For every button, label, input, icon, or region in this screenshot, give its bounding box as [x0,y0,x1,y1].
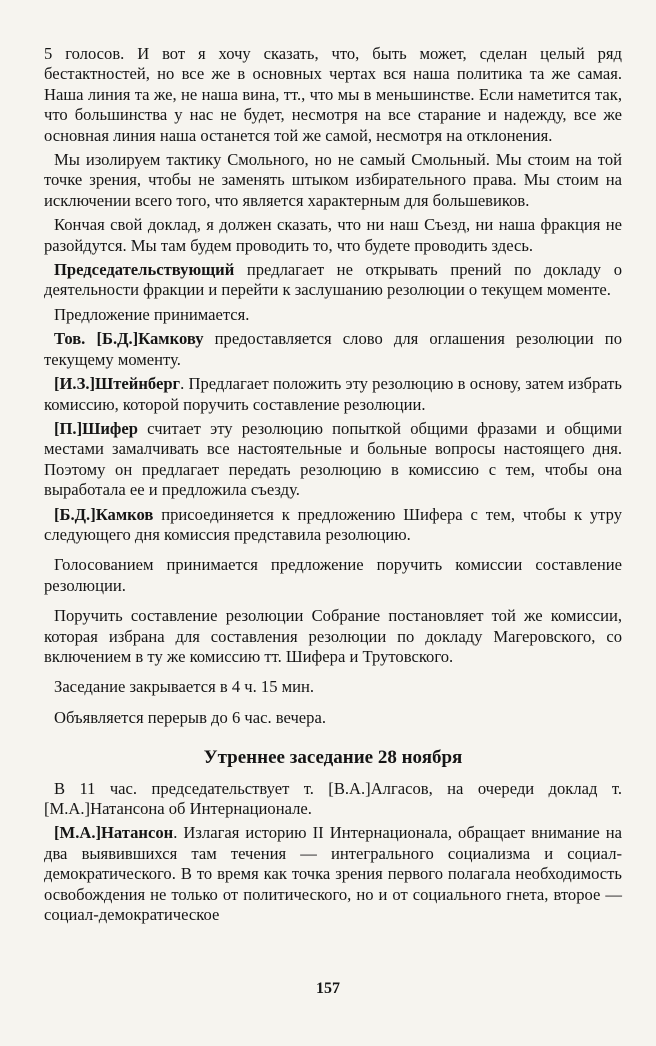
paragraph-text: Заседание закрывается в 4 ч. 15 мин. [54,677,315,697]
paragraph-text: . Излагая историю II Интернационала, обращает внимание на два выявившихся там течения — интегрального социализма и социал-демократического. В то время как точка зрения первого полагала необходимость освобождения не только от политического, но и от социального гнета, второе — социал-демократическое [44,823,622,925]
paragraph-text: 5 голосов. И вот я хочу сказать, что, быть может, сделан целый ряд бестактностей, но все же в основных чертах вся наша политика та же самая. Наша линия та же, не наша вина, тт., что мы в меньшинстве. Если наметится так, что большинства у нас не будет, несмотря на все старание и надежду, все же основная линия наша останется той же самой, несмотря на отклонения. [44,44,622,145]
paragraph-text: Кончая свой доклад, я должен сказать, что ни наш Съезд, ни наша фракция не разойдутся. Мы там будем проводить то, что будете проводить здесь. [44,215,622,255]
paragraph-text: Мы изолируем тактику Смольного, но не самый Смольный. Мы стоим на той точке зрения, чтобы не заменять штыком избирательного права. Мы стоим на исключении всего того, что является характерным для большевиков. [44,150,622,210]
paragraph [44,329,622,370]
paragraph [44,555,622,596]
speaker-name: [Б.Д.]Камков [54,504,154,524]
speaker-name: [М.А.]Натансон [54,823,174,843]
paragraph-text: Объявляется перерыв до 6 час. вечера. [54,707,326,727]
section-heading: Утреннее заседание 28 ноября [203,747,463,769]
paragraph-text: присоединяется к предложению Шифера с тем, чтобы к утру следующего дня комиссия представила резолюцию. [44,504,622,544]
paragraph [44,823,622,925]
paragraph [44,260,622,301]
body-text [44,44,622,925]
paragraph-text: . Предлагает положить эту резолюцию в основу, затем избрать комиссию, которой поручить составление резолюции. [44,374,622,414]
paragraph-text: Предложение принимается. [54,304,250,324]
paragraph [44,44,622,146]
paragraph [44,215,622,256]
paragraph [44,305,622,325]
paragraph [44,708,622,728]
paragraph [44,150,622,211]
speaker-name: [П.]Шифер [54,418,138,438]
paragraph-text: предоставляется слово для оглашения резолюции по текущему моменту. [44,329,622,369]
speaker-name: Тов. [Б.Д.]Камкову [54,329,204,349]
paragraph [44,606,622,667]
speaker-name: Председательствующий [54,260,235,280]
paragraph-text: В 11 час. председательствует т. [В.А.]Алгасов, на очереди доклад т. [М.А.]Натансона об Интернационале. [44,778,622,818]
paragraph-text: Поручить составление резолюции Собрание постановляет той же комиссии, которая избрана для составления резолюции по докладу Магеровского, со включением в ту же комиссию тт. Шифера и Трутовского. [44,606,622,666]
paragraph-text: предлагает не открывать прений по докладу о деятельности фракции и перейти к заслушанию резолюции о текущем моменте. [44,260,622,300]
paragraph [44,505,622,546]
paragraph [44,374,622,415]
paragraph [44,779,622,820]
speaker-name: [И.З.]Штейнберг [54,374,181,394]
paragraph [44,677,622,697]
paragraph [44,419,622,501]
paragraph-text: Голосованием принимается предложение поручить комиссии составление резолюции. [44,555,622,595]
page-number: 157 [316,980,340,997]
paragraph-text: считает эту резолюцию попыткой общими фразами и общими местами замалчивать все настоятельные и больные вопросы настоящего дня. Поэтому он предлагает передать резолюцию в комиссию с тем, чтобы она выработала ее и предложила съезду. [44,418,622,500]
